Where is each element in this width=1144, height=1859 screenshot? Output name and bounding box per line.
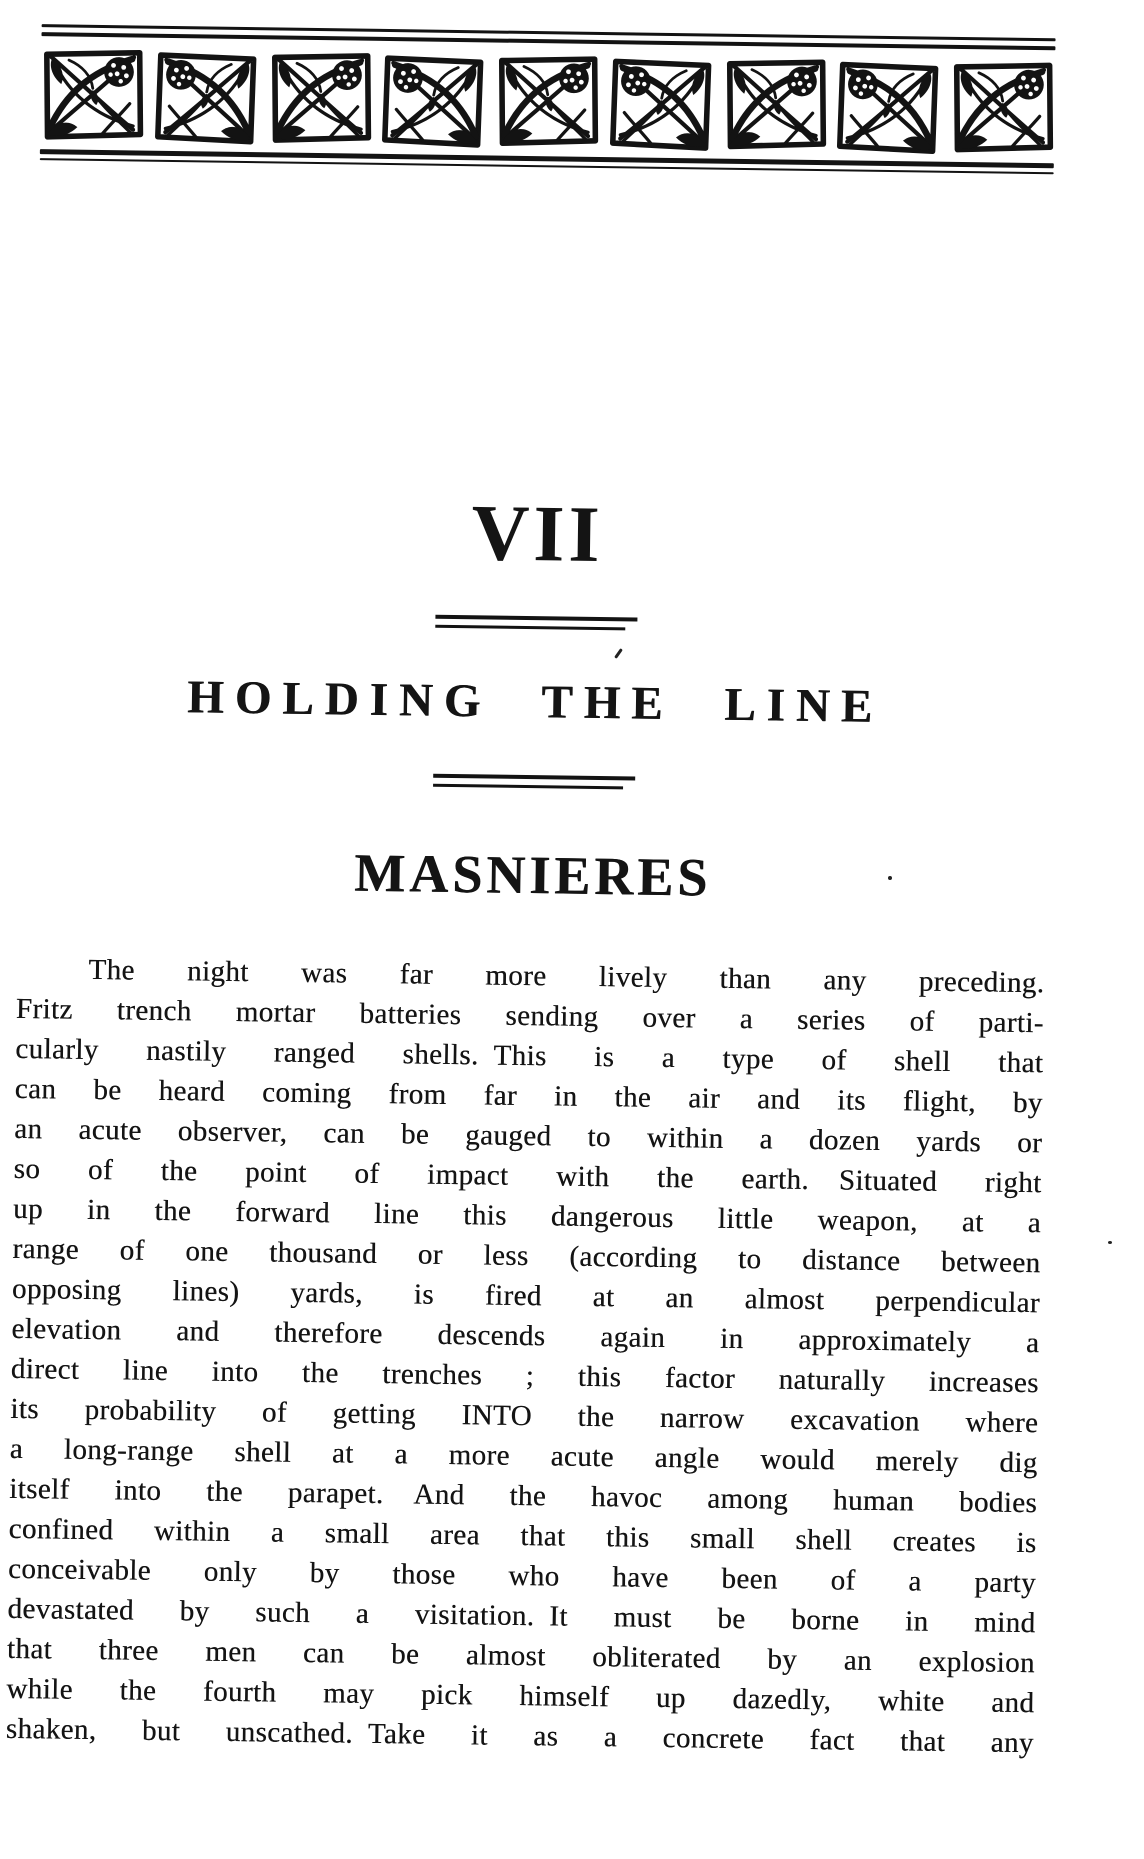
body-paragraph (6, 949, 1045, 1763)
body-text-line: Fritz trench mortar batteries sending over a series of parti- (15, 992, 1045, 1040)
body-text-line: can be heard coming from far in the air and its flight, by (14, 1072, 1043, 1120)
body-text-line: confined within a small area that this small shell creates is (8, 1512, 1037, 1560)
body-text-line: conceivable only by those who have been of a party (7, 1552, 1037, 1600)
body-text-line: The night was far more lively than any preceding. (88, 953, 1045, 1000)
floral-woodcut-tile-icon (381, 51, 486, 150)
divider-rule-thick (435, 615, 637, 622)
divider-rule-thin (433, 784, 623, 790)
floral-woodcut-tile-icon (836, 57, 941, 156)
body-text-line: shaken, but unscathed. Take it as a concrete fact that any (5, 1712, 1034, 1760)
section-subtitle: MASNIERES (353, 842, 712, 908)
body-text-line: range of one thousand or less (according to distance between (12, 1232, 1041, 1280)
floral-woodcut-tile-icon (722, 54, 827, 153)
divider-rule-thin (435, 625, 625, 631)
body-text-line: an acute observer, can be gauged to within a dozen yards or (14, 1112, 1043, 1160)
floral-woodcut-tile-icon (40, 44, 145, 143)
floral-woodcut-tile-icon (267, 47, 372, 146)
body-text-line: cularly nastily ranged shells. This is a type of shell that (15, 1032, 1044, 1080)
body-text-line: up in the forward line this dangerous little weapon, at a (12, 1192, 1042, 1240)
body-text-line: itself into the parapet. And the havoc among human bodies (8, 1472, 1038, 1520)
chapter-title: HOLDING THE LINE (186, 671, 884, 733)
floral-woodcut-tile-icon (609, 54, 714, 153)
body-text-line: its probability of getting INTO the narrow excavation where (10, 1392, 1039, 1440)
floral-woodcut-tile-icon (950, 57, 1055, 156)
section-divider-upper (435, 615, 637, 631)
divider-rule-thick (433, 774, 635, 781)
ornament-band (40, 24, 1056, 174)
body-text-line: opposing lines) yards, is fired at an almost perpendicular (11, 1272, 1041, 1320)
body-text-line: devastated by such a visitation. It must be borne in mind (7, 1592, 1036, 1640)
floral-woodcut-tile-icon (154, 48, 259, 147)
chapter-number: VII (470, 489, 605, 580)
body-text-line: direct line into the trenches ; this factor naturally increases (10, 1352, 1040, 1400)
body-text-line: that three men can be almost obliterated by an explosion (6, 1632, 1036, 1680)
floral-woodcut-tile-icon (495, 51, 600, 150)
section-divider-lower (433, 774, 635, 790)
scan-speck (888, 876, 892, 880)
body-text-line: a long-range shell at a more acute angle would merely dig (9, 1432, 1038, 1480)
scan-speck (1108, 1241, 1112, 1244)
body-text-line: so of the point of impact with the earth. Situated right (13, 1152, 1042, 1200)
ornament-tile-row (40, 43, 1055, 157)
body-text-line: while the fourth may pick himself up dazedly, white and (6, 1672, 1035, 1720)
body-text-line: elevation and therefore descends again in approximately a (11, 1312, 1040, 1360)
